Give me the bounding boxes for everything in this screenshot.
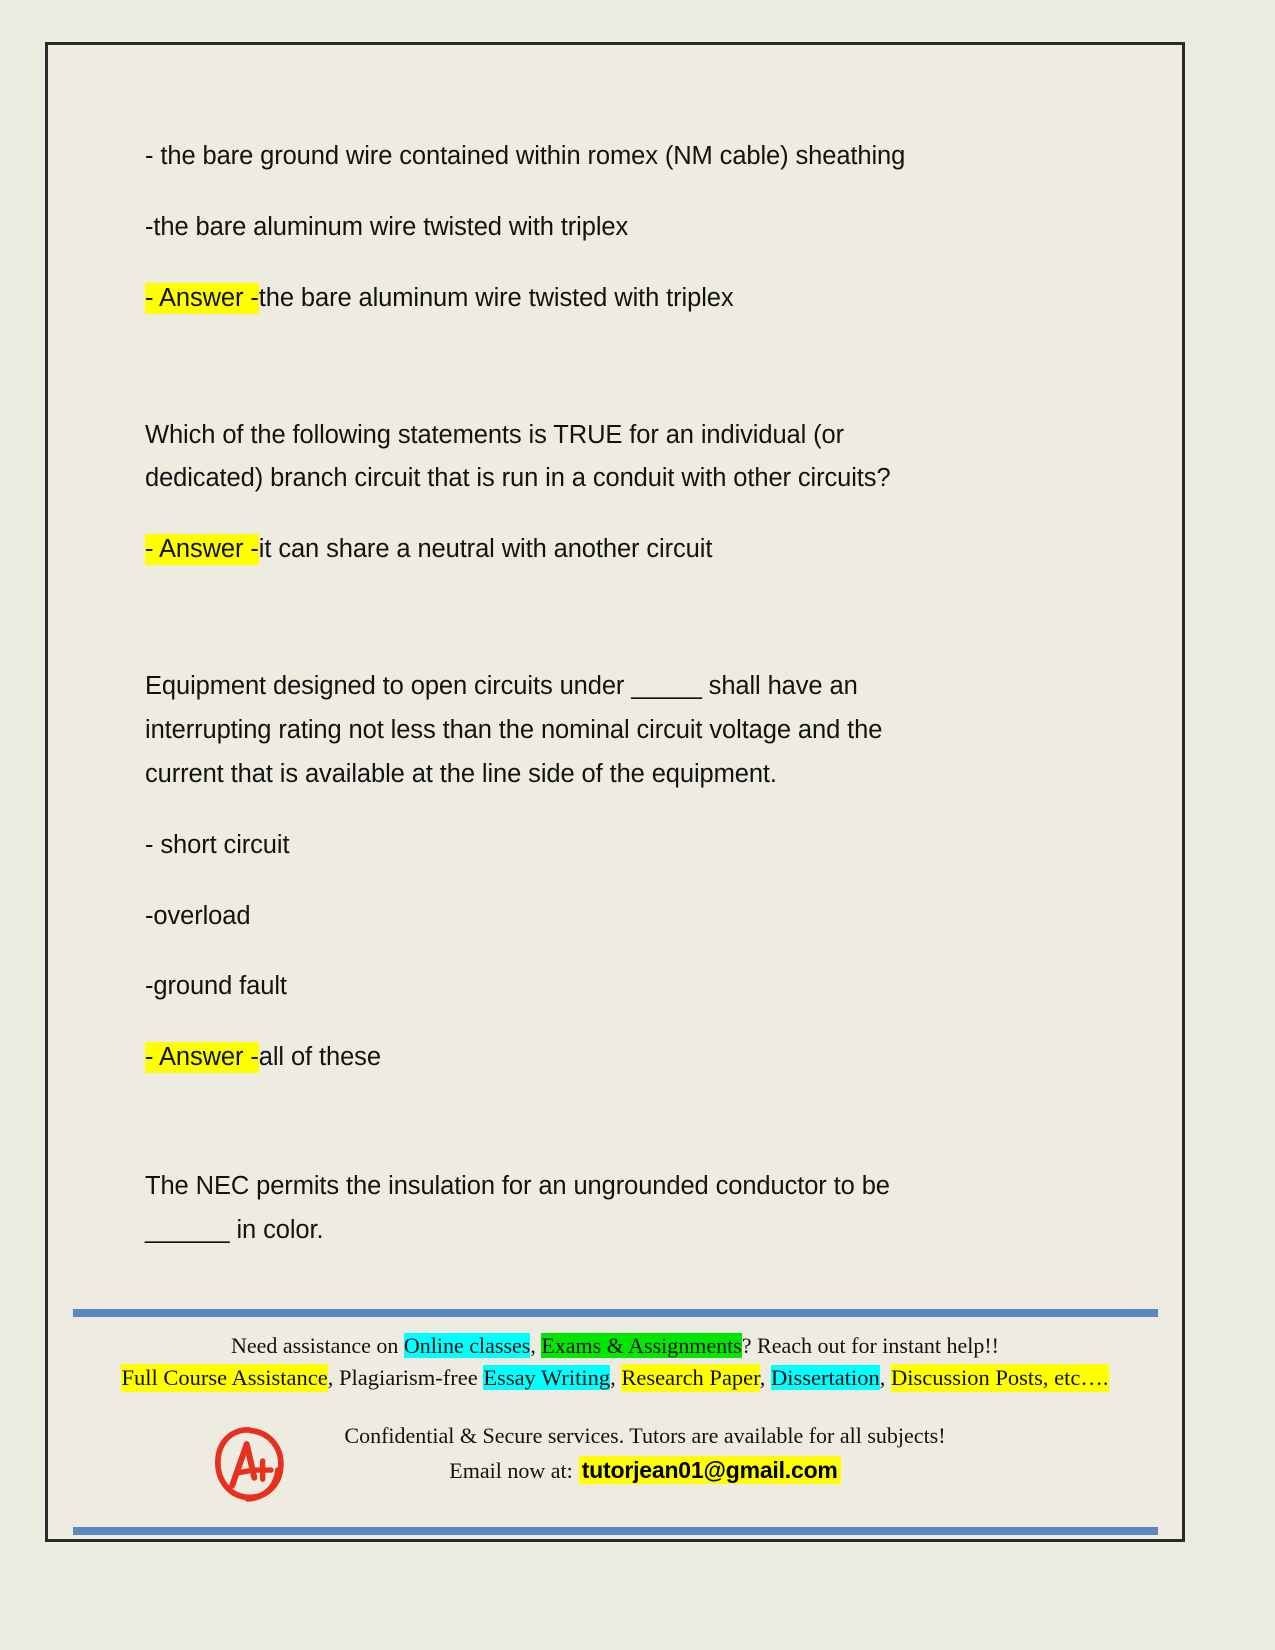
section-gap: [145, 348, 1142, 414]
answer-label-highlight: - Answer -: [145, 535, 259, 564]
answer-label-highlight: - Answer -: [145, 283, 259, 312]
footer-dissertation-highlight: Dissertation: [771, 1364, 880, 1390]
block3-question-line3: current that is available at the line side of the equipment.: [145, 759, 777, 788]
footer-l2-part1: , Plagiarism-free: [327, 1364, 484, 1390]
block3-question-line2: interrupting rating not less than the nominal circuit voltage and the: [145, 716, 883, 745]
block1-option-b: -the bare aluminum wire twisted with triplex: [145, 212, 629, 241]
footer-l1-part1: Need assistance on: [230, 1333, 404, 1359]
email-label: Email now at:: [449, 1458, 573, 1484]
section-gap: [145, 599, 1142, 665]
footer-l1-part3: ? Reach out for instant help!!: [741, 1333, 999, 1359]
block4-question-line1: The NEC permits the insulation for an ungrounded conductor to be: [145, 1172, 890, 1201]
footer-l2-part4: ,: [879, 1364, 891, 1390]
block2-question-line1: Which of the following statements is TRUE for an individual (or: [145, 420, 845, 449]
block1-option-a: - the bare ground wire contained within romex (NM cable) sheathing: [145, 142, 906, 170]
footer-line-1: [68, 1331, 1162, 1360]
promo-footer: [68, 1309, 1162, 1539]
block3-question-line1: Equipment designed to open circuits under _____ shall have an: [145, 672, 858, 701]
footer-online-classes-highlight: Online classes: [403, 1333, 531, 1359]
block3-answer: [145, 1036, 1025, 1080]
footer-divider-top: [73, 1309, 1158, 1317]
email-address[interactable]: tutorjean01@gmail.com: [579, 1456, 841, 1484]
block2-answer: [145, 528, 1025, 572]
footer-l1-part2: ,: [530, 1333, 542, 1359]
block3-answer-text: all of these: [258, 1043, 381, 1072]
document-page: [45, 42, 1185, 1542]
block3-option-c: -ground fault: [145, 972, 287, 1001]
footer-discussion-posts-highlight: Discussion Posts, etc….: [891, 1364, 1109, 1390]
footer-essay-writing-highlight: Essay Writing: [483, 1364, 611, 1390]
footer-line-2: [68, 1363, 1162, 1393]
footer-l2-part3: ,: [759, 1364, 772, 1390]
block2-answer-text: it can share a neutral with another circuit: [258, 535, 713, 564]
document-body: [145, 135, 1142, 1280]
answer-label-highlight: - Answer -: [145, 1043, 259, 1072]
footer-divider-bottom: [73, 1527, 1158, 1535]
footer-promo-text: [68, 1331, 1162, 1393]
footer-full-course-highlight: Full Course Assistance: [121, 1364, 328, 1390]
footer-exams-assignments-highlight: Exams & Assignments: [541, 1333, 742, 1359]
footer-tagline: Confidential & Secure services. Tutors are available for all subjects!: [344, 1423, 946, 1448]
footer-research-paper-highlight: Research Paper: [621, 1364, 760, 1390]
footer-l2-part2: ,: [610, 1364, 622, 1390]
a-plus-grade-icon: [211, 1423, 287, 1505]
block3-option-a: - short circuit: [145, 830, 290, 859]
block3-option-b: -overload: [145, 901, 251, 930]
block4-question-line2: ______ in color.: [145, 1216, 324, 1245]
block2-question-line2: dedicated) branch circuit that is run in a conduit with other circuits?: [145, 464, 891, 493]
footer-contact-row: [68, 1419, 1162, 1511]
section-gap: [145, 1107, 1142, 1165]
block1-answer-text: the bare aluminum wire twisted with triplex: [258, 283, 734, 312]
block1-answer: [145, 277, 1025, 321]
